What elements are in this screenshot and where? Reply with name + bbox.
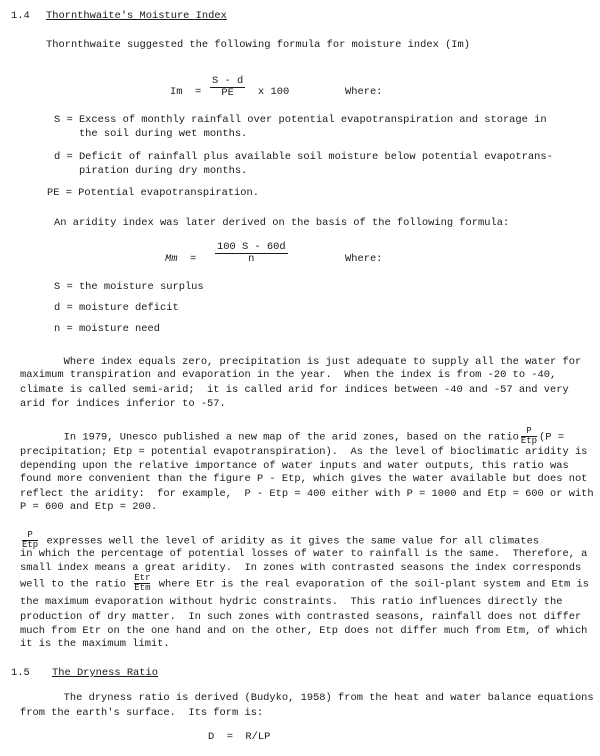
where-label: Where:	[345, 86, 383, 98]
paragraph-line: small index means a great aridity. In zones with contrasted seasons the index corresponds	[20, 562, 582, 574]
definition-d-cont: piration during dry months.	[54, 165, 248, 177]
fraction-denominator: Etp	[22, 540, 39, 550]
paragraph-line: Where index equals zero, precipitation is just adequate to supply all the water for	[20, 356, 582, 368]
formula-lhs: Im =	[170, 86, 202, 98]
dryness-formula: D = R/LP	[208, 731, 271, 743]
definition-s: S = the moisture surplus	[54, 281, 204, 293]
inline-fraction	[521, 427, 537, 446]
formula-fraction	[210, 76, 245, 99]
definition-s: S = Excess of monthly rainfall over potential evapotranspiration and storage in	[54, 114, 547, 126]
text: expresses well the level of aridity as it gives the same value for all climates	[40, 535, 540, 548]
definition-d: d = moisture deficit	[54, 302, 179, 314]
fraction-numerator: 100 S - 60d	[217, 241, 286, 253]
definition-s-cont: the soil during wet months.	[54, 128, 248, 140]
fraction-denominator: PE	[221, 87, 234, 99]
text: (P =	[539, 431, 564, 444]
paragraph-line	[20, 427, 564, 446]
paragraph-line: maximum transpiration and evaporation in the year. When the index is from -20 to -40,	[20, 369, 557, 381]
paragraph-line: The dryness ratio is derived (Budyko, 1958) from the heat and water balance equations	[20, 692, 594, 704]
aridity-intro: An aridity index was later derived on the basis of the following formula:	[54, 217, 510, 229]
where-label: Where:	[345, 253, 383, 265]
fraction-numerator: P	[22, 531, 38, 541]
paragraph-line: much from Etr on the one hand and on the other, Etp does not differ much from Etm, of which	[20, 625, 588, 637]
text: where Etr is the real evaporation of the soil-plant system and Etm is	[158, 578, 589, 591]
fraction-denominator: n	[248, 253, 255, 265]
text: In 1979, Unesco published a new map of the arid zones, based on the ratio	[20, 431, 519, 444]
fraction-numerator: P	[521, 427, 537, 437]
paragraph-line	[20, 574, 589, 593]
fraction-numerator: Etr	[134, 573, 151, 583]
fraction-denominator: Etm	[134, 583, 151, 593]
section-heading: Thornthwaite's Moisture Index	[46, 10, 227, 22]
paragraph-line: in which the percentage of potential losses of water to rainfall is the same. Therefore, a	[20, 548, 588, 560]
definition-pe: PE = Potential evapotranspiration.	[47, 187, 260, 199]
paragraph-line: reflect the aridity: for example, P - Etp = 400 either with P = 1000 and Etp = 600 or with	[20, 488, 594, 500]
fraction-denominator: Etp	[520, 436, 538, 446]
paragraph-line: precipitation; Etp = potential evapotranspiration). As the level of bioclimatic aridity is	[20, 446, 588, 458]
paragraph-line: depending upon the relative importance of water inputs and water outputs, this ratio was	[20, 460, 569, 472]
definition-n: n = moisture need	[54, 323, 161, 335]
section-number: 1.5	[11, 667, 30, 679]
paragraph-line: P = 600 and Etp = 200.	[20, 501, 158, 513]
paragraph-line: production of dry matter. In such zones with contrasted seasons, rainfall does not differ	[20, 611, 582, 623]
formula2-lhs: Mm =	[165, 253, 197, 265]
formula2-fraction	[215, 242, 288, 265]
paragraph-line: from the earth's surface. Its form is:	[20, 707, 264, 719]
section-number: 1.4	[11, 10, 30, 22]
formula-multiplier: x 100	[258, 86, 290, 98]
inline-fraction	[134, 574, 150, 593]
paragraph-line: it is the maximum limit.	[20, 638, 170, 650]
intro-text: Thornthwaite suggested the following formula for moisture index (Im)	[46, 39, 471, 51]
paragraph-line: climate is called semi-arid; it is called arid for indices between -40 and -57 and very	[20, 384, 569, 396]
text: well to the ratio	[20, 578, 127, 591]
paragraph-line: arid for indices inferior to -57.	[20, 398, 226, 410]
paragraph-line: the maximum evaporation without hydric constraints. This ratio influences directly the	[20, 596, 563, 608]
fraction-numerator: S - d	[212, 75, 244, 87]
definition-d: d = Deficit of rainfall plus available soil moisture below potential evapotrans-	[54, 151, 553, 163]
paragraph-line: found more convenient than the figure P - Etp, which gives the water available but does not	[20, 473, 588, 485]
section-heading: The Dryness Ratio	[52, 667, 159, 679]
